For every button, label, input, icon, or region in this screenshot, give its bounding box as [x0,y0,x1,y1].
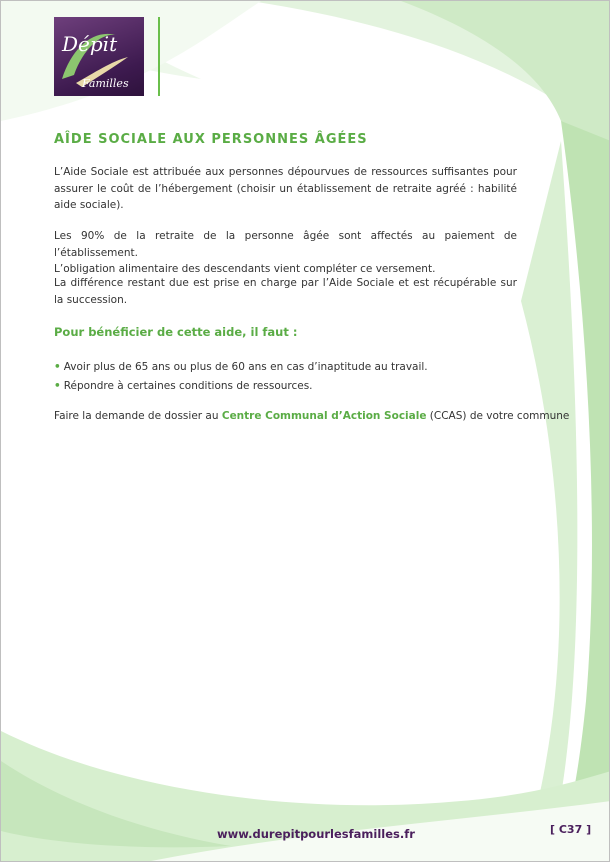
paragraph-3: La différence restant due est prise en charge par l’Aide Sociale et est récupérable sur la succession. [54,277,517,306]
final-paragraph [54,408,569,425]
ccas-highlight: Centre Communal d’Action Sociale [221,410,427,422]
final-text-after: (CCAS) de votre commune [426,410,570,422]
final-text-before: Faire la demande de dossier au [54,410,222,422]
bullet-icon: • [54,380,61,392]
subtitle: Pour bénéficier de cette aide, il faut : [54,325,298,339]
header-divider [158,17,160,96]
conditions-list [54,358,428,396]
list-item-text: Répondre à certaines conditions de ressources. [63,380,313,392]
logo [54,17,144,96]
section-title: AÎDE SOCIALE AUX PERSONNES ÂGÉES [54,132,368,147]
list-item [54,358,428,377]
logo-line1: Dépit [62,32,118,56]
bullet-icon: • [54,361,61,373]
paragraph-2-line-1: Les 90% de la retraite de la personne âgée sont affectés au paiement de l’établissement. [54,230,517,259]
page-number: [ C37 ] [550,823,592,836]
list-item [54,377,428,396]
logo-line2: Familles [82,77,129,90]
paragraph-1: L’Aide Sociale est attribuée aux personnes dépourvues de ressources suffisantes pour assurer le coût de l’hébergement (choisir un établissement de retraite agréé : habilité aide sociale). [54,166,517,211]
right-band-light [511,141,577,862]
list-item-text: Avoir plus de 65 ans ou plus de 60 ans en cas d’inaptitude au travail. [63,361,428,373]
paragraph-2-line-2: L’obligation alimentaire des descendants vient compléter ce versement. [54,263,436,275]
logo-mark-icon [54,17,144,96]
footer-url-link[interactable]: www.durepitpourlesfamilles.fr [217,827,415,841]
background-decoration [1,1,610,862]
paragraph-2 [54,228,517,278]
